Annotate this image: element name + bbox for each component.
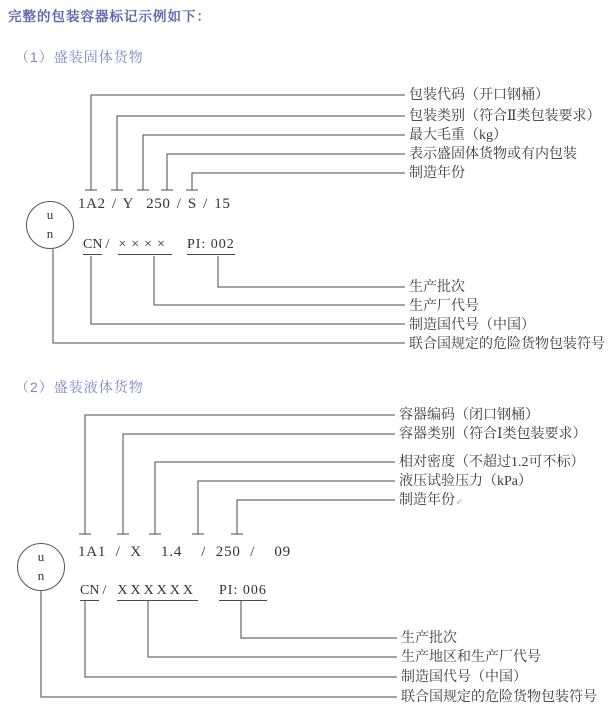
un-letter-n: n — [46, 226, 54, 241]
pi-number: PI: 006 — [219, 583, 267, 601]
pi-number: PI: 002 — [187, 237, 235, 255]
un-letter-n: n — [37, 568, 45, 583]
country-code: CN — [80, 583, 99, 601]
label-un-symbol-desc-solid: 联合国规定的危险货物包装符号 — [409, 337, 605, 352]
label-country-code-solid: 制造国代号（中国） — [409, 318, 535, 333]
label-region-factory-code: 生产地区和生产厂代号 — [401, 650, 541, 665]
section-solid-heading: （1）盛装固体货物 — [15, 49, 144, 65]
slash: / — [105, 237, 110, 252]
callout-lines-solid-top — [91, 95, 405, 190]
formatting-mark: ↙ — [456, 497, 463, 506]
slash: / — [102, 583, 107, 598]
un-letter-u: u — [37, 549, 45, 565]
label-max-gross-weight: 最大毛重（kg） — [409, 128, 507, 143]
label-year-liquid: 制造年份↙ — [399, 493, 463, 508]
code-row-solid: 1A2 / Y 250 / S / 15 — [78, 196, 231, 212]
factory-code: ×××× — [118, 237, 172, 255]
code-row-liquid: 1A1 / X 1.4 / 250 / 09 — [78, 544, 291, 560]
cn-row-liquid — [80, 583, 267, 601]
label-test-pressure: 液压试验压力（kPa） — [399, 474, 532, 489]
label-relative-density: 相对密度（不超过1.2可不标） — [399, 455, 585, 470]
label-packaging-class: 包装类别（符合Ⅱ类包装要求） — [409, 109, 601, 124]
callout-lines-liquid-bottom — [41, 591, 397, 697]
label-solid-or-inner: 表示盛固体货物或有内包装 — [409, 147, 577, 162]
cn-row-solid — [83, 237, 235, 255]
section-liquid-heading: （2）盛装液体货物 — [15, 379, 144, 395]
un-letter-u: u — [46, 207, 54, 223]
label-batch-solid: 生产批次 — [409, 280, 465, 295]
callout-lines-liquid-top — [85, 415, 395, 534]
label-factory-code-solid: 生产厂代号 — [409, 299, 479, 314]
page-title: 完整的包装容器标记示例如下： — [8, 9, 211, 24]
label-container-code: 容器编码（闭口钢桶） — [399, 408, 539, 423]
label-packaging-code: 包装代码（开口钢桶） — [409, 88, 549, 103]
un-symbol-solid — [26, 201, 74, 249]
callout-lines-solid-bottom — [53, 249, 405, 343]
label-batch-liquid: 生产批次 — [401, 631, 457, 646]
label-year-solid: 制造年份 — [409, 166, 465, 181]
un-symbol-liquid — [17, 543, 65, 591]
country-code: CN — [83, 237, 102, 255]
label-container-class: 容器类别（符合Ⅰ类包装要求） — [399, 427, 587, 442]
label-un-symbol-desc-liquid: 联合国规定的危险货物包装符号 — [401, 690, 597, 705]
factory-code: XXXXXX — [117, 583, 198, 601]
label-country-code-liquid: 制造国代号（中国） — [401, 670, 527, 685]
